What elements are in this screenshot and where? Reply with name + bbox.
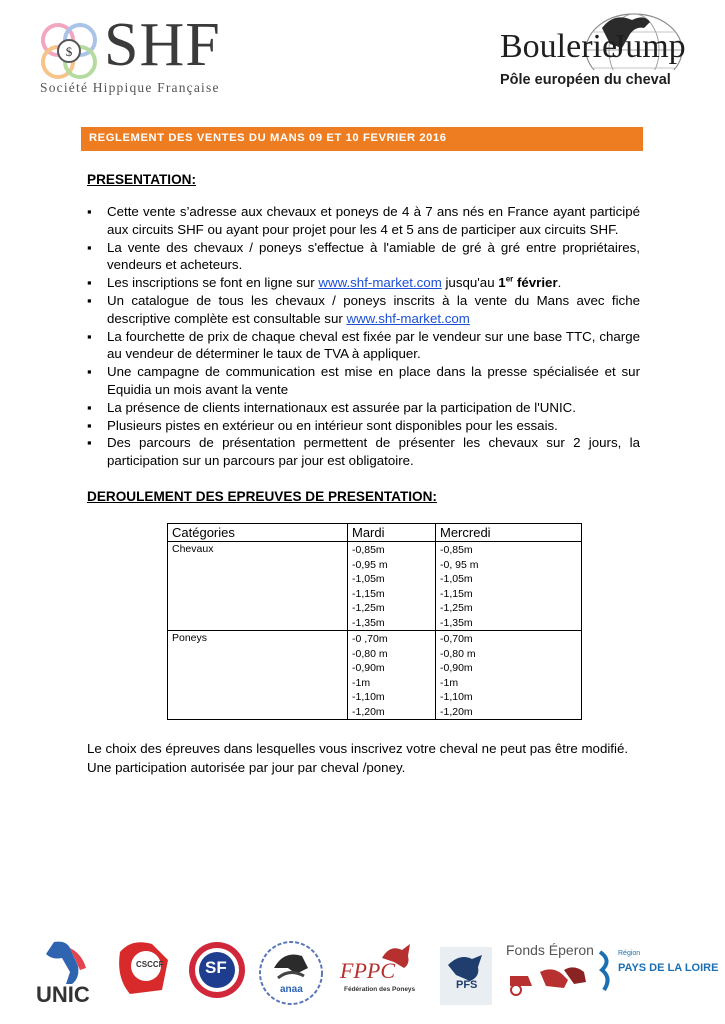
region-wave-icon [598, 948, 614, 992]
fppc-subtitle: Fédération des Poneys [344, 986, 416, 993]
height-value: -1m [440, 676, 459, 689]
bullet-text: jusqu'au [441, 275, 499, 291]
list-item [87, 203, 640, 239]
deroulement-heading: DEROULEMENT DES EPREUVES DE PRESENTATION: [87, 489, 437, 504]
pfs-horse-icon [438, 945, 494, 1007]
boulerie-word: Boulerie [500, 28, 618, 65]
bullet-text: Des parcours de présentation permettent de présenter les chevaux sur 2 jours, la participation sur un parcours par jour est obligatoire. [107, 435, 640, 469]
list-item [87, 399, 640, 417]
jump-word: Jump [612, 28, 686, 65]
mardi-cell [348, 631, 436, 720]
height-value: -1,15m [352, 587, 385, 600]
table-header-row [168, 524, 582, 542]
bullet-text: La fourchette de prix de chaque cheval est fixée par le vendeur sur une base TTC, charge au vendeur de déterminer le taux de TVA à appliquer. [107, 328, 640, 362]
bullet-text: Une campagne de communication est mise en place dans la presse spécialisée et sur Equidia un mois avant la vente [107, 364, 640, 397]
svg-text:$: $ [65, 44, 73, 59]
height-value: -1,35m [440, 616, 473, 629]
deadline-sup: er [505, 274, 514, 284]
bullet-text: La vente des chevaux / poneys s'effectue à l'amiable de gré à gré entre propriétaires, vendeurs et acheteurs. [107, 239, 640, 273]
height-value: -0,80 m [352, 647, 388, 660]
list-item [87, 274, 640, 292]
list-item [87, 417, 640, 435]
pfs-text: PFS [456, 979, 478, 991]
title-bar [81, 127, 643, 151]
closing-paragraph [87, 740, 647, 777]
bullet-text: Cette vente s’adresse aux chevaux et poneys de 4 à 7 ans nés en France ayant participé aux circuits SHF ou ayant pour projet pour les 4 et 5 ans de participer aux circuits SHF. [107, 204, 640, 237]
closing-line-2: Une participation autorisée par jour par cheval /poney. [87, 759, 406, 775]
carriage-horses-icon [506, 962, 590, 998]
bullet-text: Un catalogue de tous les chevaux / poneys inscrits à la vente du Mans avec fiche descriptive complète est consultable sur [107, 292, 640, 326]
list-item [87, 363, 640, 399]
sf-text: SF [205, 958, 227, 977]
height-value: -0,85m [352, 544, 385, 556]
height-value: -0, 95 m [440, 558, 479, 571]
table-row [168, 542, 582, 631]
height-value: -1,20m [440, 705, 473, 718]
pfs-logo [438, 945, 494, 1007]
region-small-text: Région [618, 950, 641, 957]
csccf-text: CSCCF [136, 960, 164, 969]
category-cell: Poneys [168, 631, 348, 720]
sf-logo [186, 938, 248, 1004]
height-value: -1,05m [352, 573, 385, 585]
mercredi-cell [436, 631, 582, 720]
height-value: -1,20m [352, 705, 385, 718]
region-name-text: PAYS DE LA LOIRE [618, 962, 719, 974]
table-row [168, 631, 582, 720]
height-value: -0,85m [440, 544, 473, 556]
shf-subtitle: Société Hippique Française [40, 80, 220, 95]
closing-line-1: Le choix des épreuves dans lesquelles vous inscrivez votre cheval ne peut pas être modifié. [87, 741, 629, 756]
mercredi-cell [436, 542, 582, 631]
fonds-eperon-logo [506, 940, 594, 1000]
list-item [87, 292, 640, 328]
deadline-month: février [513, 275, 558, 291]
height-value: -0,70m [440, 633, 473, 645]
categories-table [167, 523, 582, 720]
anaa-circle-icon [258, 938, 324, 1012]
height-value: -1,15m [440, 587, 473, 600]
header-mardi: Mardi [348, 524, 436, 542]
fonds-eperon-text: Fonds Éperon [506, 942, 594, 958]
document-title: REGLEMENT DES VENTES DU MANS 09 ET 10 FEVRIER 2016 [89, 132, 447, 144]
bullet-text: Plusieurs pistes en extérieur ou en intérieur sont disponibles pour les essais. [107, 417, 558, 433]
bullet-text: Les inscriptions se font en ligne sur [107, 275, 319, 291]
shf-market-link[interactable]: www.shf-market.com [346, 310, 470, 326]
height-value: -1,05m [440, 573, 473, 585]
mardi-cell [348, 542, 436, 631]
header-categories: Catégories [168, 524, 348, 542]
fppc-logo [338, 938, 420, 1012]
anaa-logo [258, 938, 324, 1012]
height-value: -1,10m [352, 691, 385, 703]
height-value: -1,25m [440, 602, 473, 614]
height-value: -0,90m [440, 662, 473, 674]
list-item [87, 328, 640, 364]
unic-text: UNIC [36, 982, 90, 1007]
deadline-day: 1 [498, 275, 506, 291]
list-item [87, 239, 640, 275]
height-value: -1,10m [440, 691, 473, 703]
header-mercredi: Mercredi [436, 524, 582, 542]
height-value: -0 ,70m [352, 633, 388, 645]
shf-emblem-icon [36, 18, 106, 88]
csccf-logo [112, 938, 174, 1010]
unic-logo [36, 938, 92, 1010]
fppc-text: FPPC [340, 958, 395, 983]
anaa-text: anaa [280, 984, 303, 995]
bullet-text: La présence de clients internationaux est assurée par la participation de l'UNIC. [107, 399, 576, 415]
height-value: -0,90m [352, 662, 385, 674]
height-value: -0,80 m [440, 647, 476, 660]
unic-horse-icon [36, 938, 92, 988]
list-item [87, 434, 640, 470]
shf-market-link[interactable]: www.shf-market.com [318, 275, 442, 291]
presentation-list [87, 203, 640, 470]
height-value: -0,95 m [352, 558, 388, 571]
height-value: -1m [352, 676, 371, 689]
height-value: -1,35m [352, 616, 385, 629]
partner-tagline: Pôle européen du cheval [500, 72, 671, 88]
category-cell: Chevaux [168, 542, 348, 631]
region-pays-de-la-loire-logo [598, 944, 719, 996]
bullet-text: . [557, 275, 562, 291]
shf-logo-text: SHF [104, 11, 221, 79]
height-value: -1,25m [352, 602, 385, 614]
presentation-heading: PRESENTATION: [87, 172, 197, 187]
